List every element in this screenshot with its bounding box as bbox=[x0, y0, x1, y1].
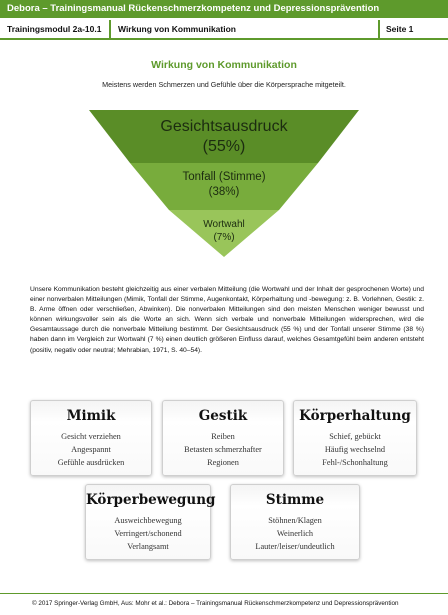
page-heading: Wirkung von Kommunikation bbox=[151, 59, 297, 71]
card-mimik bbox=[30, 400, 152, 476]
card-item: Gefühle ausdrücken bbox=[57, 458, 125, 467]
card-item: Reiben bbox=[211, 432, 235, 441]
card-title: Gestik bbox=[198, 408, 248, 424]
card-item: Gesicht verziehen bbox=[61, 432, 121, 441]
footer bbox=[0, 593, 448, 615]
pyramid-label-middle bbox=[144, 170, 304, 200]
pyramid-level-label: Tonfall (Stimme) bbox=[182, 171, 266, 183]
card-item: Angespannt bbox=[71, 445, 111, 454]
pyramid-level-percent: (55%) bbox=[202, 138, 246, 155]
card-gestik bbox=[162, 400, 284, 476]
body-paragraph: Unsere Kommunikation besteht gleichzeitig aus einer verbalen Mitteilung (die Wortwahl und der Inhalt der gesprochenen Worte) und einer nonverbalen Mitteilungen (Mimik, Tonfall der Stimme, Augenkontakt, Körperhaltung und -bewegung: z. B. Vorlehnen, Gestik: z. B. Arme öffnen oder verschließen, Abwinken). Die nonverbalen Mitteilungen sind den meisten Menschen weniger bewusst und können wirkungsvoller sein als die Worte an sich. Wenn sich verbale und nonverbale Mitteilungen widersprechen, wird die Gesamtaussage durch die nonverbale Mitteilung bestimmt. Der Gesichtsausdruck (55 %) und der Tonfall unserer Stimme (38 %) haben dann im Vergleich zur Wortwahl (7 %) einen deutlich größeren Einfluss darauf, welches Gesamtgefühl beim anderen entsteht (positiv, negativ oder neutral; Mehrabian, 1971, S. 40–54). bbox=[30, 286, 424, 354]
pyramid-label-bottom bbox=[174, 218, 274, 244]
intro-text: Meistens werden Schmerzen und Gefühle über die Körpersprache mitgeteilt. bbox=[102, 80, 346, 89]
card-title: Körperhaltung bbox=[299, 408, 411, 424]
card-title: Mimik bbox=[66, 408, 116, 424]
card-title: Körperbewegung bbox=[86, 492, 216, 508]
card-item: Verlangsamt bbox=[127, 542, 169, 551]
card-stimme bbox=[230, 484, 360, 560]
card-item: Schief, gebückt bbox=[329, 432, 381, 441]
card-item: Häufig wechselnd bbox=[324, 445, 386, 454]
pyramid-level-percent: (38%) bbox=[208, 186, 240, 198]
document-title: Debora – Trainingsmanual Rückenschmerzkompetenz und Depressionsprävention bbox=[7, 3, 380, 14]
module-topic: Wirkung von Kommunikation bbox=[118, 24, 236, 34]
pyramid-level-label: Gesichtsausdruck bbox=[160, 118, 288, 135]
card-item: Betasten schmerzhafter Regionen bbox=[184, 445, 262, 467]
card-item: Verringert/schonend bbox=[114, 529, 182, 538]
page-number: Seite 1 bbox=[386, 24, 414, 34]
module-number: Trainingsmodul 2a-10.1 bbox=[7, 24, 102, 34]
card-koerperhaltung bbox=[293, 400, 417, 476]
card-item: Weinerlich bbox=[276, 529, 314, 538]
pyramid-level-percent: (7%) bbox=[213, 232, 235, 243]
card-item: Fehl-/Schonhaltung bbox=[322, 458, 388, 467]
card-item: Ausweichbewegung bbox=[114, 516, 182, 525]
card-item: Stöhnen/Klagen bbox=[268, 516, 322, 525]
card-koerperbewegung bbox=[85, 484, 216, 560]
copyright-text: © 2017 Springer-Verlag GmbH, Aus: Mohr et al.: Debora – Trainingsmanual Rückenschmerzkompetenz und Depressionsprävention bbox=[32, 600, 399, 607]
pyramid-level-label: Wortwahl bbox=[203, 219, 245, 230]
pyramid-label-top bbox=[124, 117, 324, 157]
card-item: Lauter/leiser/undeutlich bbox=[255, 542, 335, 551]
card-title: Stimme bbox=[265, 492, 325, 508]
